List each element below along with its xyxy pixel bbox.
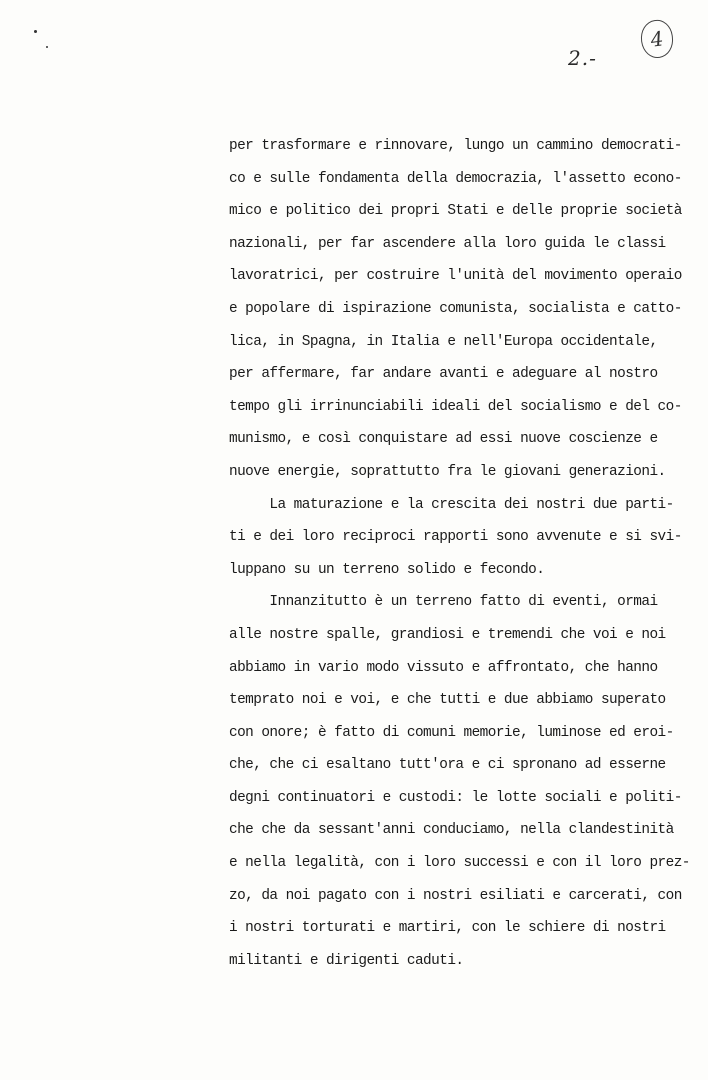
text-line: abbiamo in vario modo vissuto e affrontato, che hanno: [229, 659, 658, 676]
page-number: 2.-: [568, 46, 597, 70]
text-line: e popolare di ispirazione comunista, socialista e catto-: [229, 300, 682, 317]
text-line: nuove energie, soprattutto fra le giovani generazioni.: [229, 463, 666, 480]
text-line: nazionali, per far ascendere alla loro guida le classi: [229, 235, 666, 252]
text-line: zo, da noi pagato con i nostri esiliati e carcerati, con: [229, 887, 682, 904]
text-line: mico e politico dei propri Stati e delle proprie società: [229, 203, 682, 220]
scan-speck: [46, 46, 48, 48]
text-line: che, che ci esaltano tutt'ora e ci spronano ad esserne: [229, 757, 666, 774]
text-line: luppano su un terreno solido e fecondo.: [229, 561, 545, 578]
text-line: lica, in Spagna, in Italia e nell'Europa occidentale,: [229, 333, 658, 350]
scan-speck: [34, 30, 37, 33]
text-line: degni continuatori e custodi: le lotte sociali e politi-: [229, 789, 682, 806]
text-line: per trasformare e rinnovare, lungo un cammino democrati-: [229, 138, 682, 154]
text-line: Innanzitutto è un terreno fatto di eventi, ormai: [229, 594, 658, 611]
text-line: co e sulle fondamenta della democrazia, l'assetto econo-: [229, 170, 682, 187]
text-line: con onore; è fatto di comuni memorie, luminose ed eroi-: [229, 724, 674, 741]
text-line: alle nostre spalle, grandiosi e tremendi che voi e noi: [229, 626, 666, 643]
circled-page-number-text: 4: [649, 26, 665, 52]
text-line: ti e dei loro reciproci rapporti sono avvenute e si svi-: [229, 529, 682, 546]
text-line: temprato noi e voi, e che tutti e due abbiamo superato: [229, 692, 666, 709]
circled-page-number: [639, 18, 676, 60]
text-line: militanti e dirigenti caduti.: [229, 952, 464, 969]
text-line: lavoratrici, per costruire l'unità del movimento operaio: [229, 268, 682, 285]
text-line: per affermare, far andare avanti e adeguare al nostro: [229, 366, 658, 383]
text-line: e nella legalità, con i loro successi e con il loro prez-: [229, 855, 690, 872]
text-line: tempo gli irrinunciabili ideali del socialismo e del co-: [229, 398, 682, 415]
text-line: i nostri torturati e martiri, con le schiere di nostri: [229, 920, 666, 937]
text-line: La maturazione e la crescita dei nostri due parti-: [229, 496, 674, 513]
body-text: [229, 133, 690, 980]
text-line: che che da sessant'anni conduciamo, nella clandestinità: [229, 822, 674, 839]
text-line: munismo, e così conquistare ad essi nuove coscienze e: [229, 431, 658, 448]
